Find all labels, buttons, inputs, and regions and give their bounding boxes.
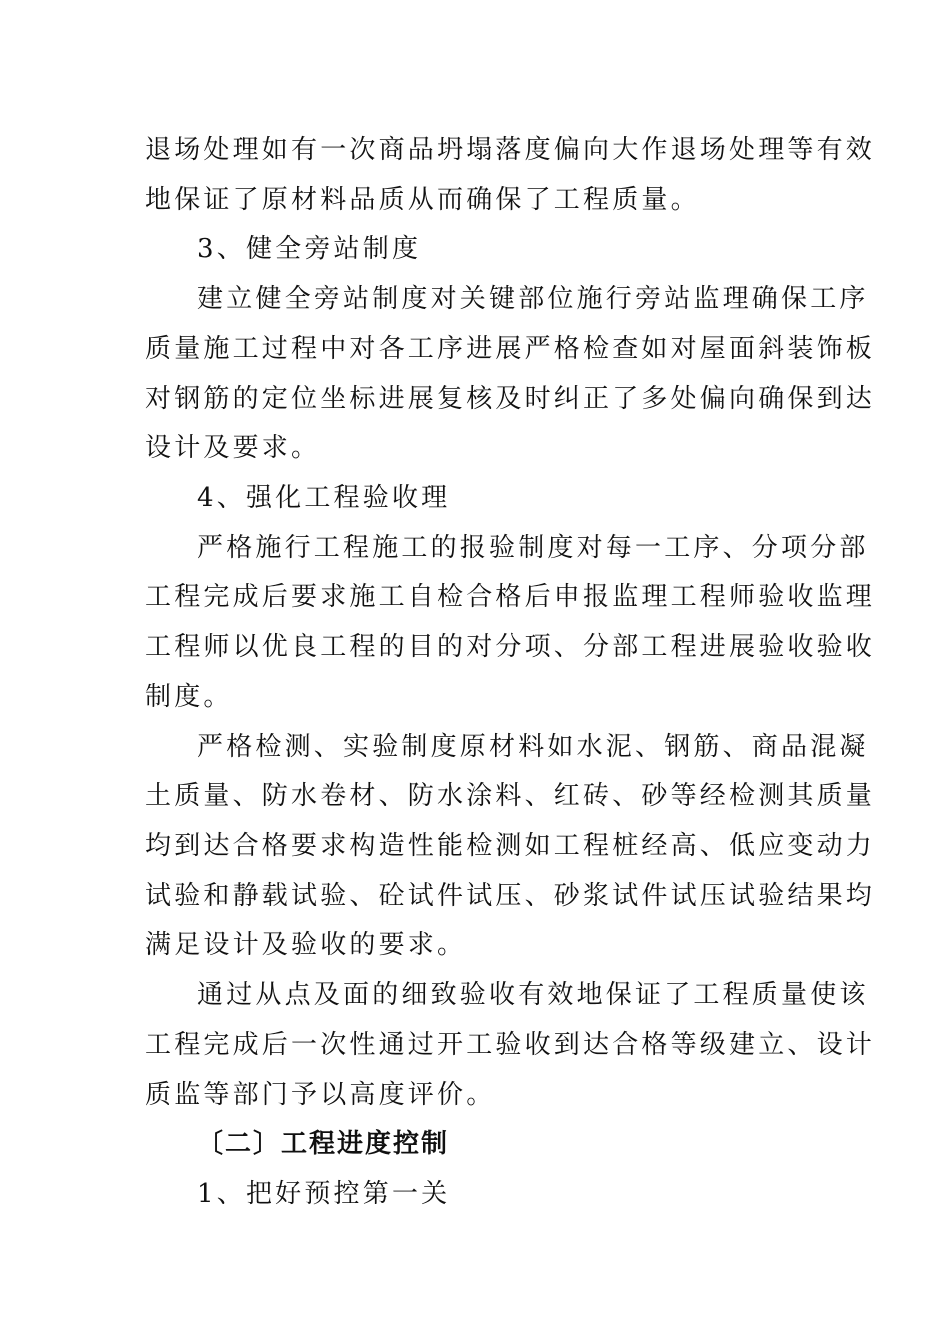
paragraph-line: 严格检测、实验制度原材料如水泥、钢筋、商品混凝: [197, 732, 869, 762]
paragraph-line: 退场处理如有一次商品坍塌落度偏向大作退场处理等有效: [145, 135, 876, 165]
paragraph-line: 地保证了原材料品质从而确保了工程质量。: [145, 185, 700, 215]
paragraph-line: 工程完成后一次性通过开工验收到达合格等级建立、设计: [145, 1030, 876, 1060]
paragraph-line: 均到达合格要求构造性能检测如工程桩经高、低应变动力: [145, 831, 876, 861]
paragraph-line: 对钢筋的定位坐标进展复核及时纠正了多处偏向确保到达: [145, 384, 876, 414]
paragraph-line: 质监等部门予以高度评价。: [145, 1080, 496, 1110]
section-heading-4: 4、强化工程验收理: [197, 483, 451, 513]
section-heading-1: 1、把好预控第一关: [197, 1179, 451, 1209]
paragraph-line: 设计及要求。: [145, 433, 321, 463]
section-heading-bold: 〔二〕工程进度控制: [197, 1129, 450, 1159]
paragraph-line: 试验和静载试验、砼试件试压、砂浆试件试压试验结果均: [145, 881, 876, 911]
section-heading-3: 3、健全旁站制度: [197, 234, 422, 264]
paragraph-line: 质量施工过程中对各工序进展严格检查如对屋面斜装饰板: [145, 334, 876, 364]
paragraph-line: 制度。: [145, 682, 233, 712]
paragraph-line: 满足设计及验收的要求。: [145, 930, 467, 960]
paragraph-line: 建立健全旁站制度对关键部位施行旁站监理确保工序: [197, 284, 869, 314]
paragraph-line: 工程师以优良工程的目的对分项、分部工程进展验收验收: [145, 632, 876, 662]
paragraph-line: 严格施行工程施工的报验制度对每一工序、分项分部: [197, 533, 869, 563]
paragraph-line: 工程完成后要求施工自检合格后申报监理工程师验收监理: [145, 582, 876, 612]
paragraph-line: 通过从点及面的细致验收有效地保证了工程质量使该: [197, 980, 869, 1010]
paragraph-line: 土质量、防水卷材、防水涂料、红砖、砂等经检测其质量: [145, 781, 876, 811]
